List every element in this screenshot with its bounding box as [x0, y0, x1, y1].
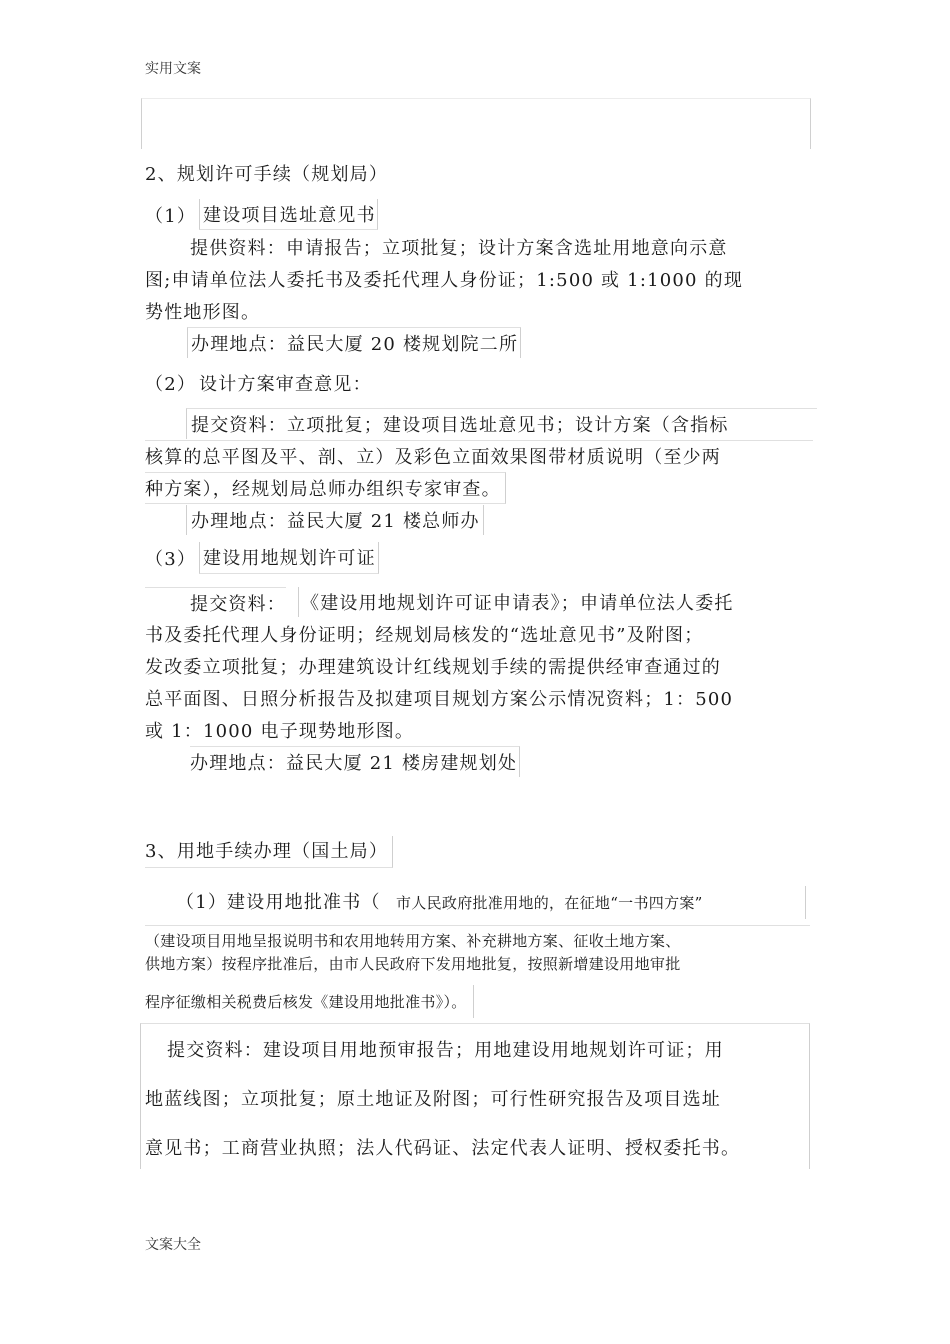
- s2-item2-location: 办理地点：益民大厦 21 楼总师办: [186, 505, 484, 535]
- page-footer: 文案大全: [145, 1237, 201, 1253]
- s2-item3-materials-lead: 提交资料：: [145, 587, 286, 618]
- s3-item1-note-line3: 供地方案）按程序批准后，由市人民政府下发用地批复，按照新增建设用地审批: [145, 955, 681, 973]
- s2-item2-title: 设计方案审查意见：: [199, 374, 372, 395]
- s2-item3-materials-line1: 《建设用地规划许可证申请表》；申请单位法人委托: [298, 587, 734, 617]
- s3-item1-materials-line1: 提交资料：建设项目用地预审报告；用地建设用地规划许可证；用: [167, 1040, 724, 1061]
- s2-item1-materials-line2: 图;申请单位法人委托书及委托代理人身份证；1:500 或 1:1000 的现: [145, 270, 744, 291]
- s3-item1-note-line2: （建设项目用地呈报说明书和农用地转用方案、补充耕地方案、征收土地方案、: [145, 925, 810, 951]
- s2-item1-location: 办理地点：益民大厦 20 楼规划院二所: [187, 327, 521, 358]
- s2-item3-num: （3）: [145, 549, 197, 570]
- s2-item3-materials-line4: 总平面图、日照分析报告及拟建项目规划方案公示情况资料；1：500: [145, 689, 734, 710]
- s3-item1-heading: （1）建设用地批准书（: [176, 892, 381, 913]
- s3-item1-materials-line2: 地蓝线图；立项批复；原土地证及附图；可行性研究报告及项目选址: [145, 1089, 721, 1110]
- s2-item2-materials-line2: 核算的总平图及平、剖、立）及彩色立面效果图带材质说明（至少两: [145, 440, 813, 471]
- page-header: 实用文案: [145, 61, 201, 77]
- s2-item1-title: 建设项目选址意见书: [199, 199, 378, 230]
- s2-item1-materials-line1: 提供资料：申请报告；立项批复；设计方案含选址用地意向示意: [190, 238, 728, 259]
- s2-item1-num: （1）: [145, 206, 197, 227]
- s2-item2-materials-line3: 种方案），经规划局总师办组织专家审查。: [145, 472, 506, 504]
- s2-item2-materials-line1: 提交资料：立项批复；建设项目选址意见书；设计方案（含指标: [186, 408, 817, 439]
- s2-item2-num: （2）: [145, 374, 197, 395]
- s2-item3-title: 建设用地规划许可证: [199, 542, 379, 574]
- empty-frame: [141, 98, 811, 149]
- s3-item1-note-line1: 市人民政府批准用地的，在征地“一书四方案”: [396, 886, 806, 919]
- s3-item1-note-line4: 程序征缴相关税费后核发《建设用地批准书》）。: [145, 985, 474, 1018]
- section3-title: 3、用地手续办理（国土局）: [145, 836, 393, 868]
- s2-item3-materials-line3: 发改委立项批复；办理建筑设计红线规划手续的需提供经审查通过的: [145, 657, 721, 678]
- section2-title: 2、规划许可手续（规划局）: [145, 164, 389, 185]
- s2-item3-location: 办理地点：益民大厦 21 楼房建规划处: [190, 746, 520, 777]
- s3-item1-materials-line3: 意见书；工商营业执照；法人代码证、法定代表人证明、授权委托书。: [145, 1138, 741, 1159]
- s2-item3-materials-line5: 或 1：1000 电子现势地形图。: [145, 721, 415, 742]
- s2-item1-materials-line3: 势性地形图。: [145, 302, 261, 323]
- s2-item3-materials-line2: 书及委托代理人身份证明；经规划局核发的“选址意见书”及附图；: [145, 625, 704, 646]
